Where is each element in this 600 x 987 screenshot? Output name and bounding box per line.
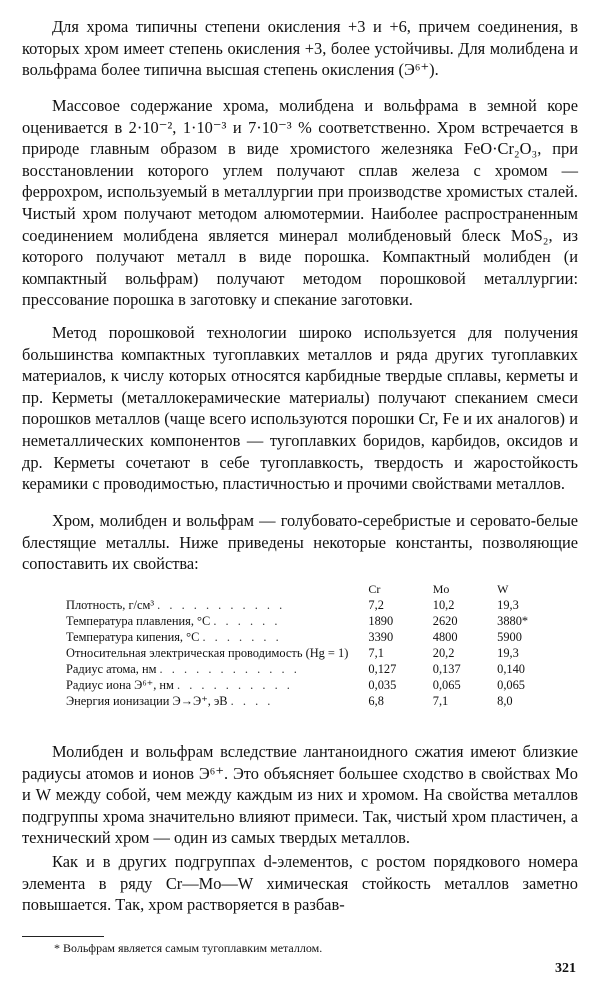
cell-cr: 1890 [368, 614, 394, 628]
cell-mo: 0,065 [432, 678, 461, 692]
footnote: * Вольфрам является самым тугоплавким металлом. [54, 941, 323, 955]
cell-mo: 7,1 [432, 694, 449, 708]
cell-mo: 20,2 [432, 646, 455, 660]
paragraph-powder-technology: Метод порошковой технологии широко используется для получения большинства компактных тугоплавких металлов и ряда других тугоплавких материалов, к числу которых относятся карбидные твердые сплавы, керметы и пр. Керметы (металлокерамические материалы) получают спеканием смеси порошков металлов (чаще всего используются порошки Cr, Fe и их аналогов) и неметаллических компонентов — тугоплавких боридов, карбидов, оксидов и др. Керметы сочетают в себе тугоплавкость, твердость и жаростойкость керамики с проводимостью, пластичностью и прочими свойствами металлов. [22, 323, 578, 494]
cell-cr: 3390 [368, 630, 394, 644]
cell-w: 0,065 [497, 678, 526, 692]
row-label: Температура плавления, °C [66, 614, 211, 628]
row-label: Радиус атома, нм [66, 662, 157, 676]
cell-cr: 0,035 [368, 678, 397, 692]
table-row: Температура кипения, °C . . . . . . . 3390 4800 5900 [66, 629, 556, 645]
table-row: Температура плавления, °C . . . . . . 1890 2620 3880* [66, 613, 556, 629]
row-label: Температура кипения, °C [66, 630, 200, 644]
cell-w: 5900 [497, 630, 522, 644]
table-row [66, 645, 556, 661]
cell-w: 8,0 [497, 694, 513, 708]
cell-cr: 0,127 [368, 662, 397, 676]
cell-w: 19,3 [497, 646, 519, 660]
column-header-cr: Cr [368, 582, 381, 596]
cell-w: 0,140 [497, 662, 526, 676]
cell-mo: 2620 [432, 614, 458, 628]
cell-cr: 7,1 [368, 646, 384, 660]
row-label: Энергия ионизации Э→Э⁺, эВ [66, 694, 228, 708]
table-header-row [66, 581, 556, 597]
table-row: Энергия ионизации Э→Э⁺, эВ . . . . 6,8 7,1 8,0 [66, 693, 556, 709]
paragraph-oxidation-states: Для хрома типичны степени окисления +3 и +6, причем соединения, в которых хром имеет степень окисления +3, более устойчивы. Для молибдена и вольфрама более типична высшая степень окисления (Э⁶⁺). [22, 17, 578, 80]
cell-mo: 0,137 [432, 662, 461, 676]
cell-cr: 7,2 [368, 598, 384, 612]
column-header-w: W [497, 582, 509, 596]
properties-table [66, 581, 556, 709]
table-row: Радиус иона Э⁶⁺, нм . . . . . . . . . . 0,035 0,065 0,065 [66, 677, 556, 693]
cell-w: 19,3 [497, 598, 519, 612]
table-row: Плотность, г/см³ . . . . . . . . . . . 7,2 10,2 19,3 [66, 597, 556, 613]
column-header-mo: Mo [432, 582, 450, 596]
cell-mo: 10,2 [432, 598, 455, 612]
table-row: Радиус атома, нм . . . . . . . . . . . . 0,127 0,137 0,140 [66, 661, 556, 677]
paragraph-abundance: Массовое содержание хрома, молибдена и вольфрама в земной коре оценивается в 2·10⁻², 1·10⁻³ и 7·10⁻³ % соответственно. Хром встречается в природе главным образом в виде хромистого железняка FeO·Cr₂O₃, при восстановлении которого углем получают сплав железа с хромом — феррохром, используемый в металлургии при производстве хромистых сталей. Чистый хром получают методом алюмотермии. Наиболее распространенным соединением молибдена является минерал молибденовый блеск MoS₂, из которого получают металл в виде порошка. Компактный молибден (и компактный вольфрам) получают методом порошковой металлургии: прессование порошка в заготовку и спекание заготовки. [22, 96, 578, 310]
row-label: Плотность, г/см³ [66, 598, 155, 612]
cell-w: 3880* [497, 614, 529, 628]
page-number: 321 [555, 961, 576, 976]
footnote-divider [22, 936, 104, 937]
cell-mo: 4800 [432, 630, 458, 644]
row-label: Радиус иона Э⁶⁺, нм [66, 678, 174, 692]
row-label: Относительная электрическая проводимость (Hg = 1) [66, 646, 349, 660]
paragraph-lanthanide-contraction: Молибден и вольфрам вследствие лантаноидного сжатия имеют близкие радиусы атомов и ионов Э⁶⁺. Это объясняет большее сходство в свойствах Mo и W между собой, чем между каждым из них и хромом. На свойства металлов подгруппы хрома значительно влияют примеси. Так, чистый хром пластичен, а технический хром — один из самых твердых металлов. [22, 742, 578, 848]
paragraph-chemical-resistance: Как и в других подгруппах d-элементов, с ростом порядкового номера элемента в ряду Cr—Mo—W химическая стойкость металлов заметно повышается. Так, хром растворяется в разбав- [22, 852, 578, 915]
cell-cr: 6,8 [368, 694, 384, 708]
paragraph-properties-intro: Хром, молибден и вольфрам — голубовато-серебристые и серовато-белые блестящие металлы. Ниже приведены некоторые константы, позволяющие сопоставить их свойства: [22, 511, 578, 574]
